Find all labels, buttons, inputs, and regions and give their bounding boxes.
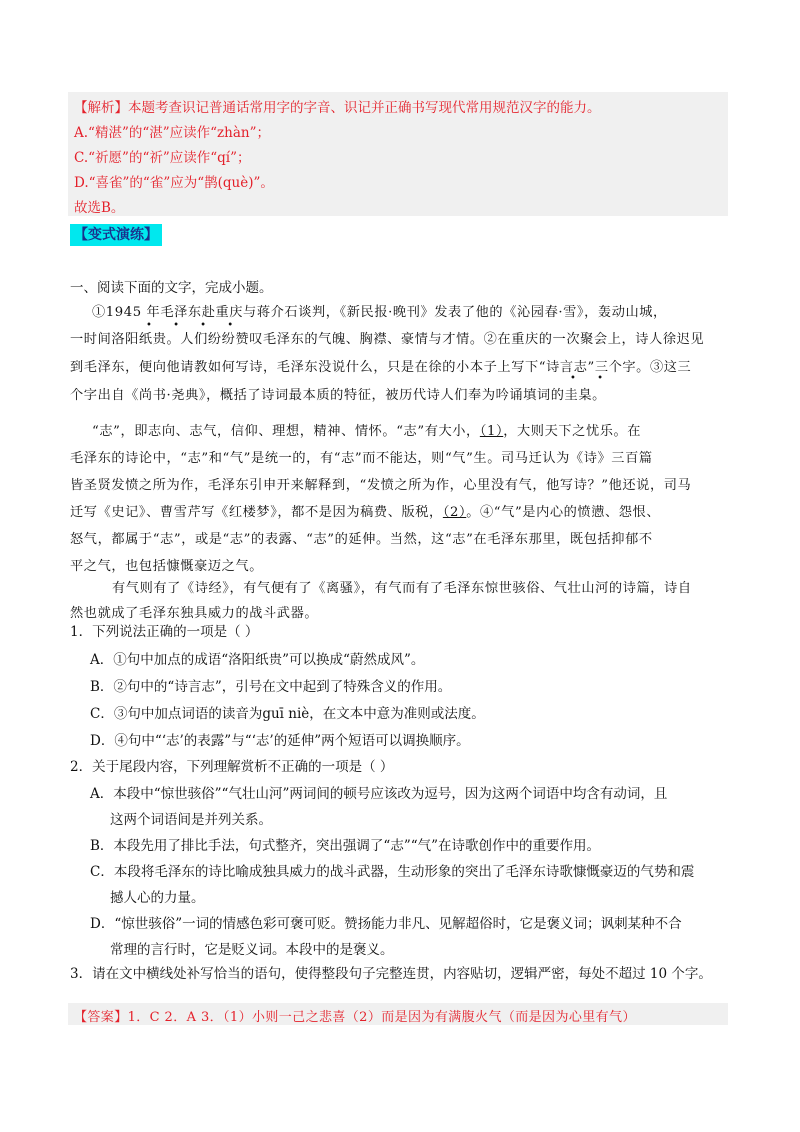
question-2-option-c-cont: 撼人心的力量。 — [110, 890, 205, 906]
blank-1: （1） — [479, 424, 504, 439]
question-1-option-c: C．③句中加点词语的读音为guī niè，在文本中意为准则或法度。 — [90, 706, 485, 722]
analysis-box — [68, 92, 728, 216]
passage-segment: 。④“气”是内心的愤懑、怨恨、 — [466, 505, 661, 520]
passage-line: 毛泽东的诗论中，“志”和“气”是统一的，有“志”而不能达，则“气”生。司马迁认为《诗》三百篇 — [70, 451, 653, 466]
emphasis-dots: • • • • — [146, 320, 243, 331]
question-2-option-c: C．本段将毛泽东的诗比喻成独具威力的战斗武器，生动形象的突出了毛泽东诗歌慷慨豪迈的气势和震 — [90, 864, 695, 880]
question-1-option-b: B．②句中的“诗言志”，引号在文中起到了特殊含义的作用。 — [90, 679, 452, 695]
emphasis-dots: • • — [570, 373, 612, 384]
question-1-option-a: A．①句中加点的成语“洛阳纸贵”可以换成“蔚然成风”。 — [90, 652, 425, 668]
passage-line: 然也就成了毛泽东独具威力的战斗武器。 — [70, 606, 319, 621]
question-1-option-d: D．④句中“‘志’的表露”与“‘志’的延伸”两个短语可以调换顺序。 — [90, 733, 470, 749]
passage-line: 个字出自《尚书·尧典》，概括了诗词最本质的特征，被历代诗人们奉为吟诵填词的圭臬。 — [70, 388, 606, 403]
passage-line: 一时间洛阳纸贵。人们纷纷赞叹毛泽东的气魄、胸襟、豪情与才情。②在重庆的一次聚会上，诗人徐迟见 — [70, 332, 705, 347]
question-2-option-a-cont: 这两个词语间是并列关系。 — [110, 812, 272, 828]
passage-line — [70, 501, 660, 520]
analysis-line-2: A.“精湛”的“湛”应读作“zhàn”； — [74, 125, 271, 141]
question-2: 2．关于尾段内容，下列理解赏析不正确的一项是（ ） — [70, 759, 394, 775]
question-3: 3．请在文中横线处补写恰当的语句，使得整段句子完整连贯，内容贴切，逻辑严密，每处不超过 10 个字。 — [70, 966, 712, 982]
blank-2: （2） — [442, 505, 467, 520]
analysis-line-5: 故选B。 — [74, 200, 125, 216]
passage-segment: 迁写《史记》、曹雪芹写《红楼梦》，都不是因为稿费、版税， — [70, 505, 443, 520]
passage-line: ①1945 年毛泽东赴重庆与蒋介石谈判，《新民报·晚刊》发表了他的《沁园春·雪》，轰动山城， — [92, 305, 667, 320]
passage-line: 到毛泽东，便向他请教如何写诗，毛泽东没说什么，只是在徐的小本子上写下“诗言志”三个字。③这三 — [70, 360, 692, 375]
answer-box — [68, 1003, 728, 1025]
question-2-option-d-cont: 常理的言行时，它是贬义词。本段中的是褒义。 — [110, 942, 394, 958]
question-2-option-d: D．“惊世骇俗”一词的情感色彩可褒可贬。赞扬能力非凡、见解超俗时，它是褒义词；讽刺某种不合 — [90, 916, 682, 932]
analysis-line-4: D.“喜雀”的“雀”应为“鹊(què)”。 — [74, 175, 274, 191]
passage-segment: “志”，即志向、志气，信仰、理想，精神、情怀。“志”有大小， — [92, 424, 480, 439]
analysis-line-3: C.“祈愿”的“祈”应读作“qí”； — [74, 150, 251, 166]
passage-line: 平之气，也包括慷慨豪迈之气。 — [70, 559, 264, 574]
passage-line: 有气则有了《诗经》，有气便有了《离骚》，有气而有了毛泽东惊世骇俗、气壮山河的诗篇，诗自 — [112, 581, 692, 596]
passage-intro: 一、阅读下面的文字，完成小题。 — [70, 280, 273, 296]
section-header: 【变式演练】 — [70, 224, 162, 246]
question-2-option-b: B．本段先用了排比手法，句式整齐，突出强调了“志”“气”在诗歌创作中的重要作用。 — [90, 838, 601, 854]
analysis-line-1: 【解析】本题考查识记普通话常用字的字音、识记并正确书写现代常用规范汉字的能力。 — [74, 100, 601, 116]
passage-line: 皆圣贤发愤之所为作，毛泽东引申开来解释到，“发愤之所为作，心里没有气，他写诗？”他还说，司马 — [70, 478, 692, 493]
passage-segment: ，大则天下之忧乐。在 — [503, 424, 642, 439]
passage-line — [92, 420, 641, 439]
passage-line: 怒气，都属于“志”，或是“志”的表露、“志”的延伸。当然，这“志”在毛泽东那里，既包括抑郁不 — [70, 532, 653, 547]
answer-text: 【答案】1．C 2．A 3．（1）小则一己之悲喜（2）而是因为有满腹火气（而是因为心里有气） — [74, 1010, 636, 1025]
question-2-option-a: A．本段中“惊世骇俗”“气壮山河”两词间的顿号应该改为逗号，因为这两个词语中均含有动词，且 — [90, 786, 668, 802]
question-1: 1．下列说法正确的一项是（ ） — [70, 624, 259, 640]
